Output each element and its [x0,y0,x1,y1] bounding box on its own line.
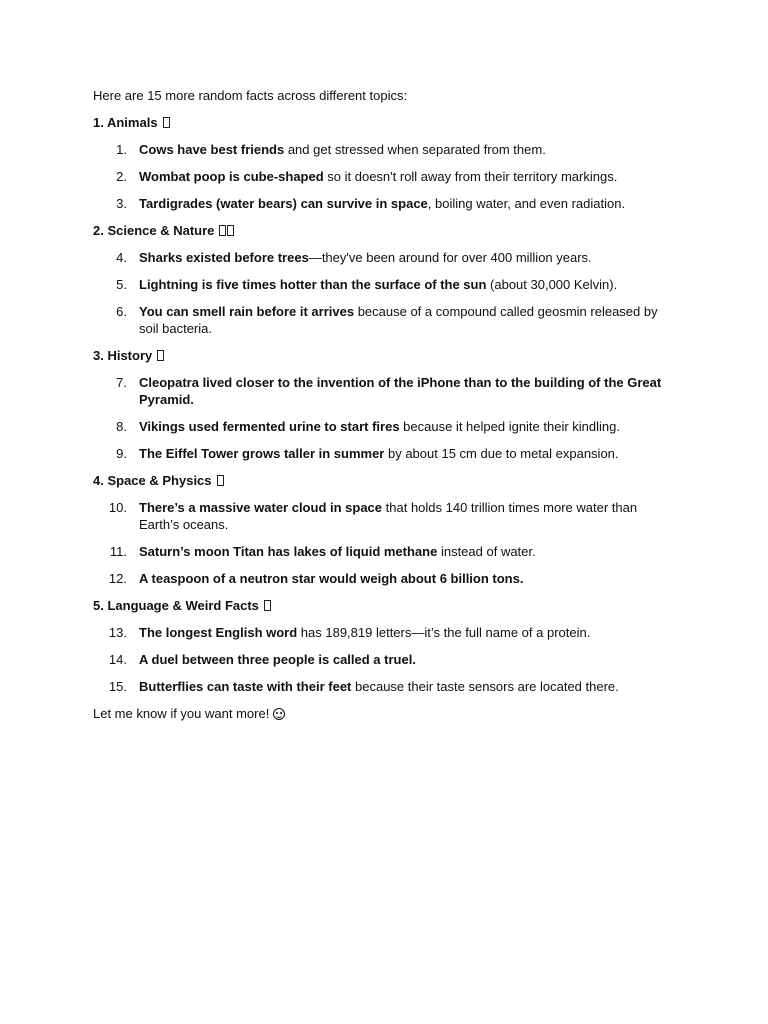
fact-text: A teaspoon of a neutron star would weigh about 6 billion tons. [139,571,524,586]
list-item [93,570,678,587]
list-item [93,624,678,641]
fact-number: 8. [116,419,127,434]
intro-text: Here are 15 more random facts across different topics: [93,88,408,103]
list-item [93,249,678,266]
list-item [93,499,678,533]
fact-number: 6. [116,304,127,319]
fact-number: 7. [116,375,127,390]
missing-glyph-icon [227,225,234,236]
missing-glyph-icon [219,225,226,236]
outro-text: Let me know if you want more! [93,705,678,722]
fact-number: 12. [108,571,127,586]
fact-list [93,374,678,462]
fact-text: The Eiffel Tower grows taller in summer by about 15 cm due to metal expansion. [139,446,619,461]
document-page [93,87,678,722]
list-item [93,195,678,212]
fact-number: 10. [108,500,127,515]
missing-glyph-icon [264,600,271,611]
missing-glyph-icon [157,350,164,361]
fact-list [93,141,678,212]
fact-number: 1. [116,142,127,157]
missing-glyph-icon [217,475,224,486]
fact-text: Lightning is five times hotter than the surface of the sun (about 30,000 Kelvin). [139,277,618,292]
fact-text: Cows have best friends and get stressed when separated from them. [139,142,546,157]
fact-number: 13. [108,625,127,640]
section-language-weird-facts [93,597,678,695]
fact-list [93,249,678,337]
fact-text: You can smell rain before it arrives because of a compound called geosmin released by soil bacteria. [139,304,658,336]
list-item [93,168,678,185]
fact-number: 2. [116,169,127,184]
section-science-nature [93,222,678,337]
section-heading: 4. Space & Physics [93,472,678,489]
smiling-face-icon [273,708,285,720]
fact-number: 3. [116,196,127,211]
section-animals [93,114,678,212]
fact-text: The longest English word has 189,819 letters—it’s the full name of a protein. [139,625,591,640]
fact-number: 15. [108,679,127,694]
fact-number: 14. [108,652,127,667]
fact-text: Tardigrades (water bears) can survive in space, boiling water, and even radiation. [139,196,626,211]
fact-text: Sharks existed before trees—they've been around for over 400 million years. [139,250,592,265]
fact-number: 9. [116,446,127,461]
list-item [93,303,678,337]
section-heading: 1. Animals [93,114,678,131]
fact-number: 4. [116,250,127,265]
fact-number: 5. [116,277,127,292]
list-item [93,445,678,462]
fact-text: A duel between three people is called a truel. [139,652,416,667]
list-item [93,276,678,293]
fact-text: Vikings used fermented urine to start fires because it helped ignite their kindling. [139,419,620,434]
list-item [93,141,678,158]
section-heading: 5. Language & Weird Facts [93,597,678,614]
fact-text: Saturn’s moon Titan has lakes of liquid methane instead of water. [139,544,536,559]
list-item [93,543,678,560]
fact-text: Wombat poop is cube-shaped so it doesn't roll away from their territory markings. [139,169,618,184]
fact-number: 11. [109,544,127,559]
fact-text: There’s a massive water cloud in space that holds 140 trillion times more water than Earth’s oceans. [139,500,638,532]
fact-list [93,624,678,695]
list-item [93,418,678,435]
list-item [93,678,678,695]
section-history [93,347,678,462]
missing-glyph-icon [163,117,170,128]
fact-text: Butterflies can taste with their feet because their taste sensors are located there. [139,679,619,694]
list-item [93,651,678,668]
section-heading: 3. History [93,347,678,364]
fact-list [93,499,678,587]
section-heading: 2. Science & Nature [93,222,678,239]
list-item [93,374,678,408]
section-space-physics [93,472,678,587]
fact-text: Cleopatra lived closer to the invention of the iPhone than to the building of the Great Pyramid. [139,375,662,407]
